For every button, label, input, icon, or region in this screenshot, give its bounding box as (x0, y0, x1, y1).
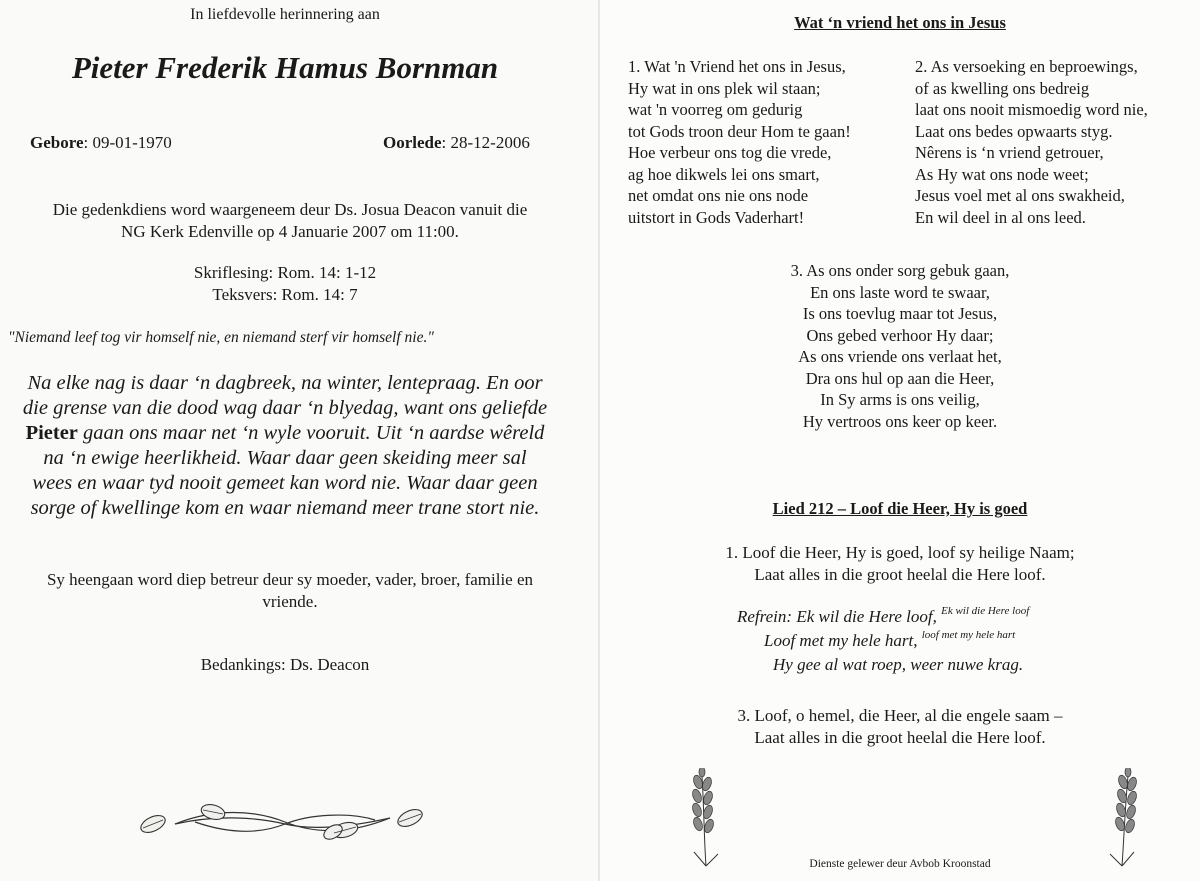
verse-line: uitstort in Gods Vaderhart! (628, 207, 805, 227)
verse-line: Jesus voel met al ons swakheid, (915, 186, 1125, 205)
verse-line: As Hy wat ons node weet; (915, 164, 1089, 184)
refrain-line: Hy gee al wat roep, weer nuwe krag. (773, 655, 1024, 674)
born-date: : 09-01-1970 (83, 133, 172, 152)
song-line: Laat alles in die groot heelal die Here loof. (754, 728, 1046, 747)
tribute-line: die grense van die dood wag daar ‘n blyedag, want ons geliefde (22, 397, 548, 419)
verse-line: Laat ons bedes opwaarts styg. (915, 121, 1113, 141)
scripture-quote: "Niemand leef tog vir homself nie, en niemand sterf vir homself nie." (8, 329, 434, 346)
verse-line: As ons vriende ons verlaat het, (798, 347, 1002, 366)
verse-line: Hy vertroos ons keer op keer. (802, 411, 998, 431)
tribute-line: Pieter gaan ons maar net ‘n wyle vooruit. Uit ‘n aardse wêreld (25, 422, 545, 444)
reading-line: Skriflesing: Rom. 14: 1-12 (193, 263, 377, 282)
tribute-text (0, 371, 570, 521)
hymn-verse-1 (628, 56, 851, 228)
hymn-verse-2 (915, 56, 1148, 228)
verse-line: Hy wat in ons plek wil staan; (628, 78, 821, 98)
tribute-line: na ‘n ewige heerlikheid. Waar daar geen skeiding meer sal (43, 447, 527, 469)
acknowledgements: Bedankings: Ds. Deacon (200, 655, 370, 674)
verse-line: Dra ons hul op aan die Heer, (805, 368, 995, 388)
tribute-line: sorge of kwellinge kom en waar niemand meer trane stort nie. (30, 497, 540, 519)
hymn-title: Wat ‘n vriend het ons in Jesus (794, 13, 1006, 32)
verse-line: 1. Wat 'n Vriend het ons in Jesus, (628, 57, 846, 76)
verse-line: wat 'n voorreg om gedurig (628, 100, 803, 119)
verse-line: net omdat ons nie ons node (628, 186, 809, 205)
verse-line: Nêrens is ‘n vriend getrouer, (915, 143, 1104, 162)
died-label: Oorlede (383, 133, 442, 152)
song-line: Laat alles in die groot heelal die Here loof. (754, 565, 1046, 584)
died-date: : 28-12-2006 (441, 133, 530, 152)
song-line: 3. Loof, o hemel, die Heer, al die engele saam – (737, 706, 1063, 725)
tribute-line: Na elke nag is daar ‘n dagbreek, na winter, lentepraag. En oor (27, 372, 543, 394)
mourning-notice (10, 569, 570, 613)
verse-line: laat ons nooit mismoedig word nie, (915, 100, 1148, 119)
refrain-echo: loof met my hele hart (921, 629, 1016, 641)
right-page (600, 0, 1200, 881)
born-label: Gebore (30, 133, 84, 152)
mourn-line: Sy heengaan word diep betreur deur sy moeder, vader, broer, familie en (46, 570, 534, 589)
wheat-sheaf-icon (1100, 768, 1146, 868)
refrain-echo: Ek wil die Here loof (941, 605, 1030, 617)
mourn-line: vriende. (262, 592, 318, 611)
wheat-sheaf-icon (682, 768, 728, 868)
verse-line: En wil deel in al ons leed. (915, 207, 1086, 227)
verse-line: 3. As ons onder sorg gebuk gaan, (790, 261, 1010, 280)
refrain-line: Loof met my hele hart, $^{loof met my hele hart}$ (764, 629, 1016, 650)
hymn-verse-3 (600, 260, 1200, 432)
service-line: Die gedenkdiens word waargeneem deur Ds. Josua Deacon vanuit die (52, 200, 528, 219)
verse-line: of as kwelling ons bedreig (915, 78, 1090, 98)
verse-line: 2. As versoeking en beproewings, (915, 57, 1138, 76)
song-verse-1 (600, 542, 1200, 586)
service-details (10, 199, 570, 243)
scripture-reading (0, 262, 570, 306)
death-date (383, 133, 530, 153)
verse-line: Hoe verbeur ons tog die vrede, (628, 143, 832, 162)
birth-date (30, 133, 172, 153)
song-verse-3 (600, 705, 1200, 749)
intro-line: In liefdevolle herinnering aan (190, 6, 380, 23)
verse-line: En ons laste word te swaar, (810, 282, 990, 302)
song-line: 1. Loof die Heer, Hy is goed, loof sy heilige Naam; (725, 543, 1075, 562)
song-title: Lied 212 – Loof die Heer, Hy is goed (772, 499, 1028, 518)
funeral-service-credits: Dienste gelewer deur Avbob Kroonstad (809, 858, 991, 870)
text-verse-line: Teksvers: Rom. 14: 7 (212, 285, 358, 304)
deceased-name: Pieter Frederik Hamus Bornman (71, 50, 499, 85)
tribute-line: wees en waar tyd nooit gemeet kan word nie. Waar daar geen (32, 472, 538, 494)
tribute-name: Pieter (25, 422, 78, 444)
verse-line: In Sy arms is ons veilig, (820, 390, 980, 409)
song-refrain (737, 605, 1029, 677)
service-line: NG Kerk Edenville op 4 Januarie 2007 om 11:00. (121, 222, 459, 241)
verse-line: Ons gebed verhoor Hy daar; (806, 325, 994, 345)
refrain-line: Refrein: Ek wil die Here loof, $^{Ek wil die Here loof}$ (737, 605, 1030, 626)
verse-line: ag hoe dikwels lei ons smart, (628, 164, 820, 184)
leaf-ornament-icon (135, 800, 430, 842)
verse-line: Is ons toevlug maar tot Jesus, (802, 304, 998, 323)
verse-line: tot Gods troon deur Hom te gaan! (628, 121, 851, 141)
